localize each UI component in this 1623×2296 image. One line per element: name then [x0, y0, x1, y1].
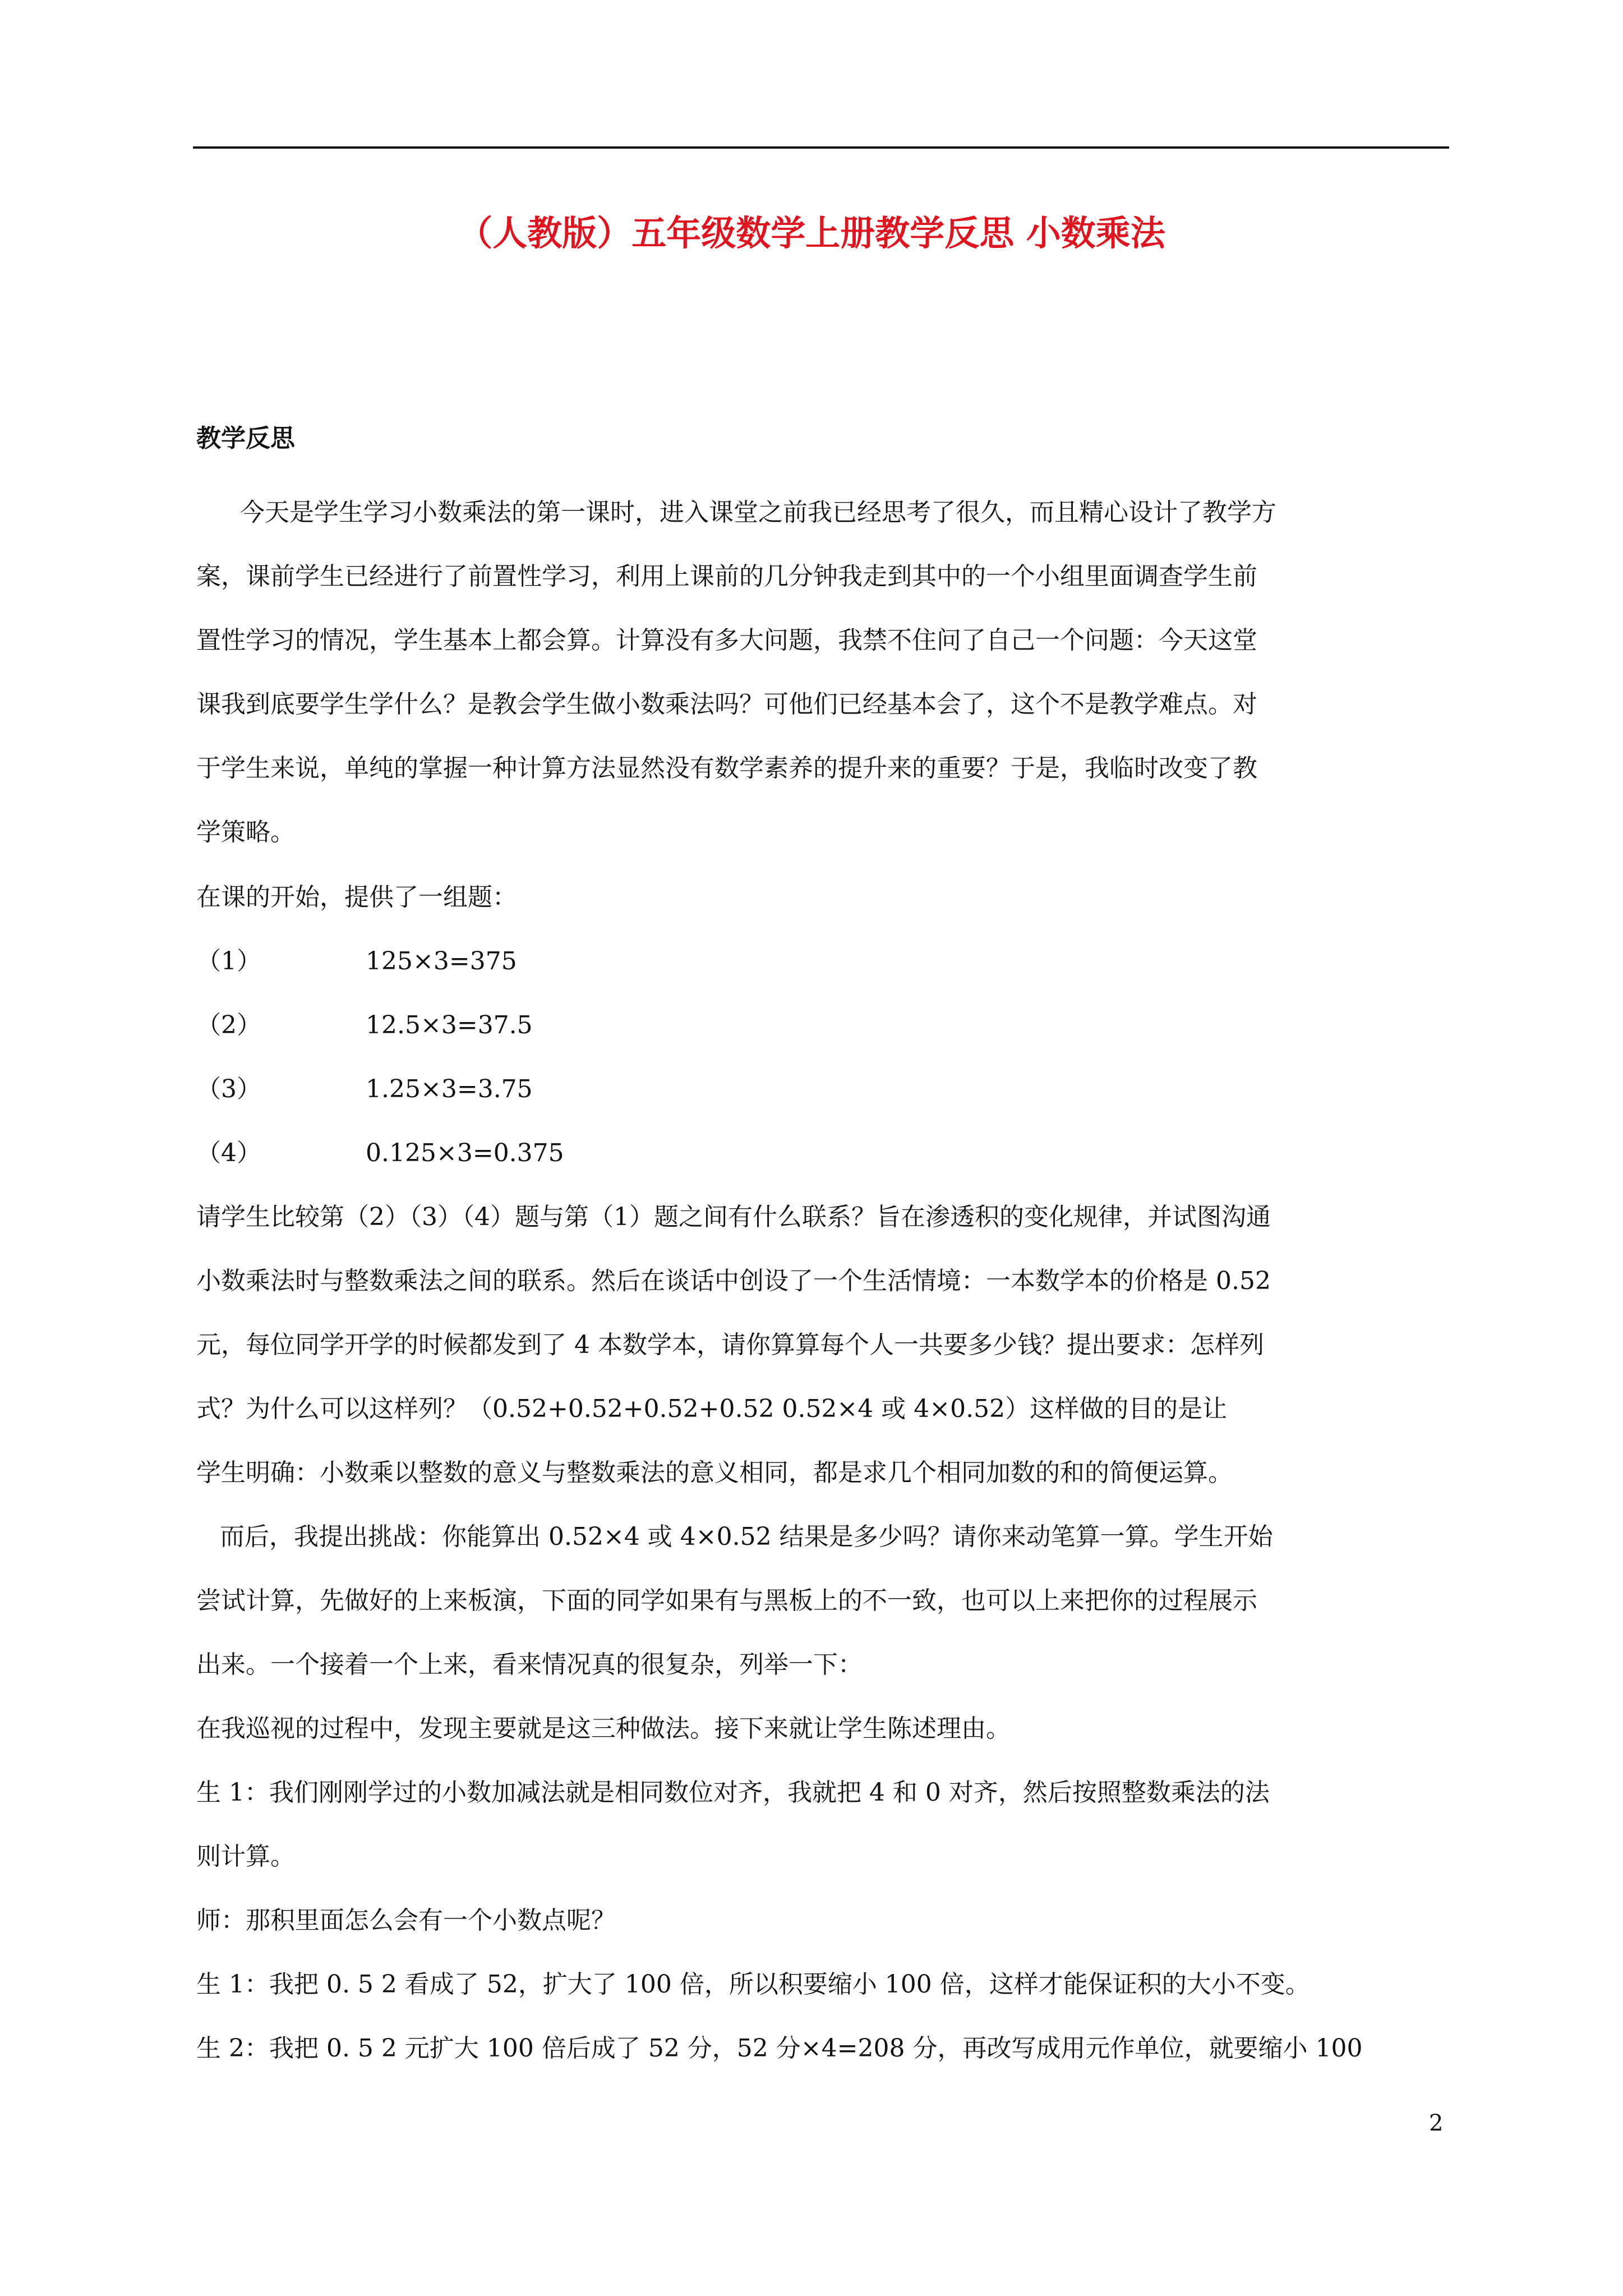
- paragraph-line: 今天是学生学习小数乘法的第一课时，进入课堂之前我已经思考了很久，而且精心设计了教学方: [240, 498, 1276, 527]
- problem-number: （4）: [196, 1139, 261, 1167]
- paragraph-line: 请学生比较第（2）（3）（4）题与第（1）题之间有什么联系？旨在渗透积的变化规律，并试图沟通: [196, 1203, 1271, 1231]
- problem-number: （1）: [196, 947, 261, 976]
- paragraph-line: 生 1：我们刚刚学过的小数加减法就是相同数位对齐，我就把 4 和 0 对齐，然后按照整数乘法的法: [196, 1778, 1270, 1807]
- paragraph-line: 师：那积里面怎么会有一个小数点呢？: [196, 1906, 616, 1935]
- paragraph-line: 元，每位同学开学的时候都发到了 4 本数学本，请你算算每个人一共要多少钱？提出要求：怎样列: [196, 1331, 1264, 1359]
- paragraph-line: 生 1：我把 0. 5 2 看成了 52，扩大了 100 倍，所以积要缩小 100 倍，这样才能保证积的大小不变。: [196, 1970, 1310, 1999]
- problem-equation: 0.125×3=0.375: [366, 1139, 564, 1167]
- paragraph-line: 在我巡视的过程中，发现主要就是这三种做法。接下来就让学生陈述理由。: [196, 1714, 1011, 1743]
- paragraph-line: 尝试计算，先做好的上来板演，下面的同学如果有与黑板上的不一致，也可以上来把你的过程展示: [196, 1586, 1257, 1615]
- paragraph-line: 学策略。: [196, 818, 295, 846]
- paragraph-line: 则计算。: [196, 1842, 295, 1871]
- paragraph-line: 置性学习的情况，学生基本上都会算。计算没有多大问题，我禁不住问了自己一个问题：今天这堂: [196, 626, 1257, 655]
- problem-equation: 12.5×3=37.5: [366, 1011, 533, 1039]
- paragraph-line: 出来。一个接着一个上来，看来情况真的很复杂，列举一下：: [196, 1650, 863, 1679]
- intro-line: 在课的开始，提供了一组题：: [196, 883, 517, 912]
- paragraph-line: 学生明确：小数乘以整数的意义与整数乘法的意义相同，都是求几个相同加数的和的简便运算。: [196, 1458, 1233, 1487]
- problem-number: （2）: [196, 1011, 261, 1039]
- document-title: （人教版）五年级数学上册教学反思 小数乘法: [458, 213, 1165, 254]
- paragraph-line: 而后，我提出挑战：你能算出 0.52×4 或 4×0.52 结果是多少吗？请你来动笔算一算。学生开始: [220, 1522, 1273, 1551]
- paragraph-line: 于学生来说，单纯的掌握一种计算方法显然没有数学素养的提升来的重要？于是，我临时改变了教: [196, 754, 1257, 783]
- paragraph-line: 生 2：我把 0. 5 2 元扩大 100 倍后成了 52 分，52 分×4=208 分，再改写成用元作单位，就要缩小 100: [196, 2034, 1363, 2063]
- paragraph-line: 小数乘法时与整数乘法之间的联系。然后在谈话中创设了一个生活情境：一本数学本的价格是 0.52: [196, 1267, 1271, 1295]
- paragraph-line: 课我到底要学生学什么？是教会学生做小数乘法吗？可他们已经基本会了，这个不是教学难点。对: [196, 690, 1257, 719]
- page-number: 2: [1429, 2110, 1444, 2136]
- problem-equation: 1.25×3=3.75: [366, 1075, 533, 1103]
- paragraph-line: 式？为什么可以这样列？（0.52+0.52+0.52+0.52 0.52×4 或 4×0.52）这样做的目的是让: [196, 1395, 1228, 1423]
- problem-equation: 125×3=375: [366, 947, 517, 976]
- section-heading: 教学反思: [196, 424, 295, 453]
- header-rule: [193, 146, 1449, 149]
- problem-number: （3）: [196, 1075, 261, 1103]
- paragraph-line: 案，课前学生已经进行了前置性学习，利用上课前的几分钟我走到其中的一个小组里面调查学生前: [196, 562, 1257, 591]
